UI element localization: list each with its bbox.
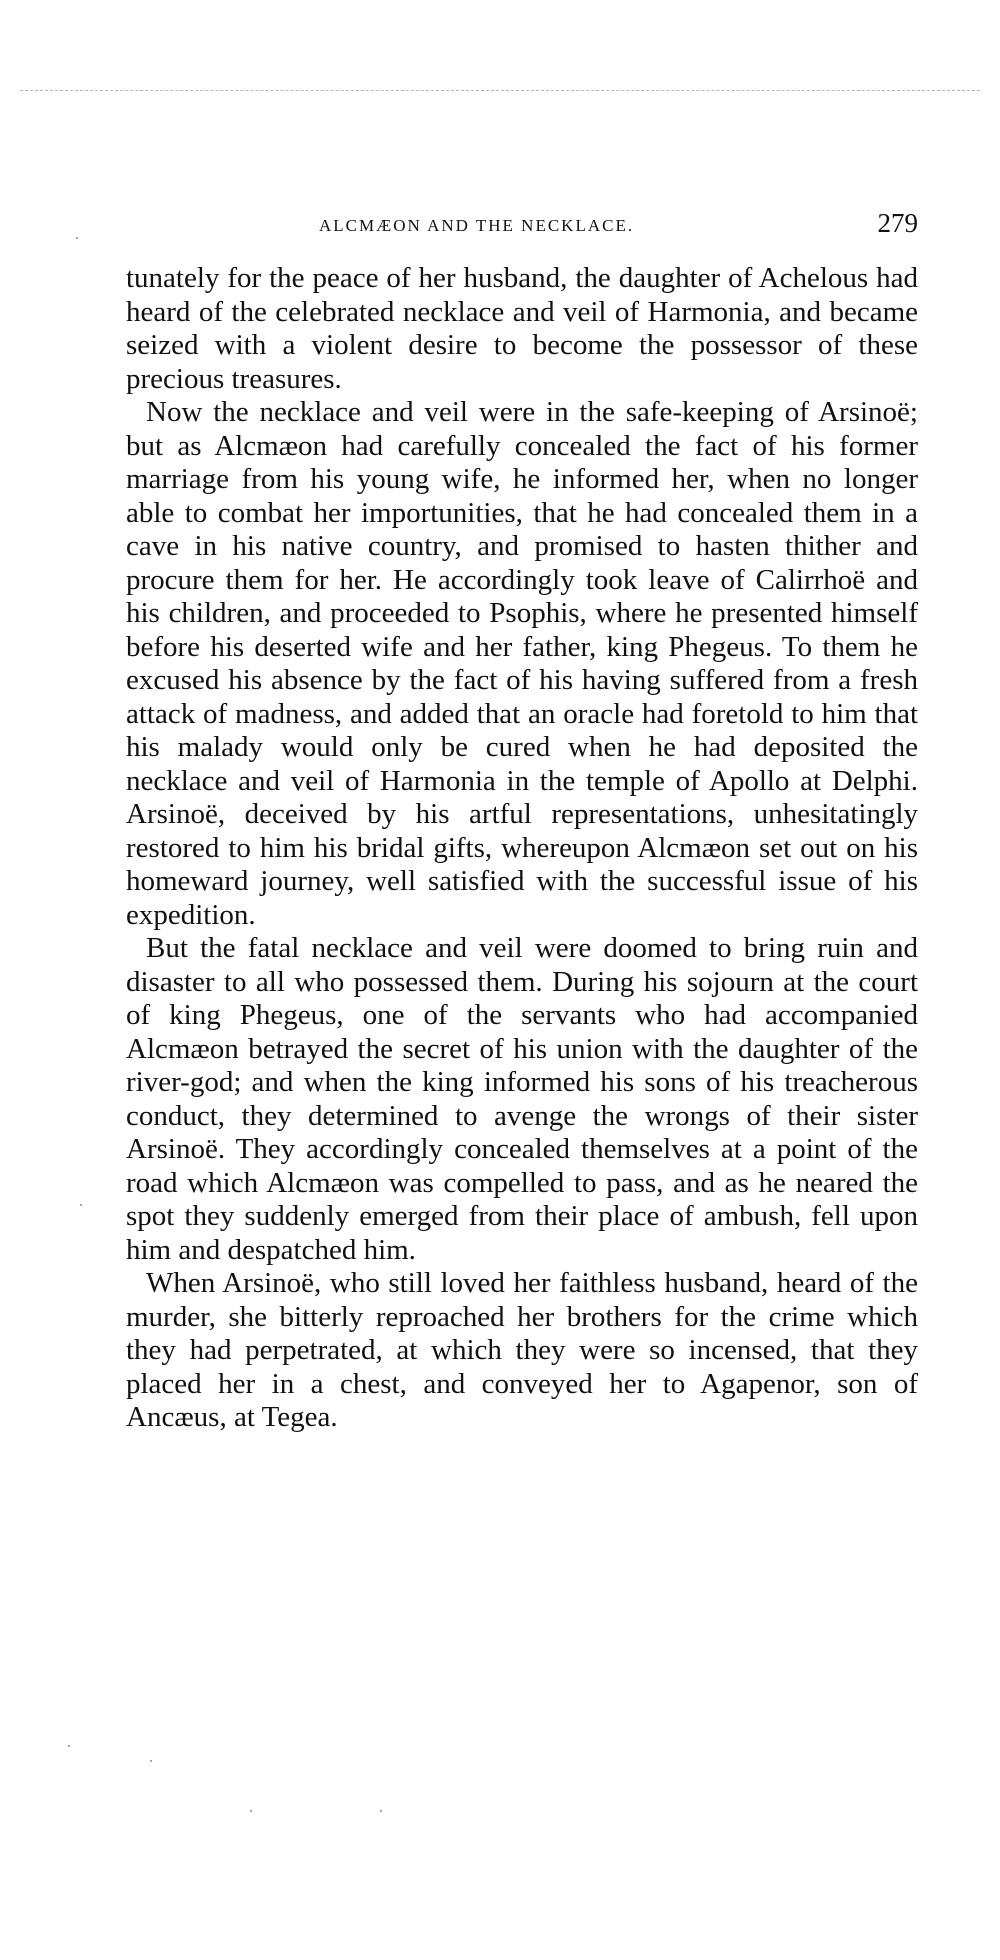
book-page xyxy=(126,206,918,1435)
scan-artifact-line xyxy=(20,90,980,91)
running-title: ALCMÆON AND THE NECKLACE. xyxy=(319,216,635,235)
scan-speck xyxy=(250,1810,252,1812)
scan-speck xyxy=(150,1760,152,1762)
paragraph-continued: tunately for the peace of her husband, the daughter of Achelous had heard of the celebrated necklace and veil of Harmonia, and became seized with a violent desire to become the possessor of these precious treasures. xyxy=(126,262,918,395)
running-head xyxy=(126,206,918,246)
paragraph-fatal-necklace: But the fatal necklace and veil were doomed to bring ruin and disaster to all who possessed them. During his sojourn at the court of king Phegeus, one of the servants who had accompanied Alcmæon betrayed the secret of his union with the daughter of the river-god; and when the king informed his sons of his treacherous conduct, they determined to avenge the wrongs of their sister Arsinoë. They accordingly concealed themselves at a point of the road which Alcmæon was compelled to pass, and as he neared the spot they suddenly emerged from their place of ambush, fell upon him and despatched him. xyxy=(126,932,918,1266)
scan-speck xyxy=(380,1810,382,1812)
scan-speck xyxy=(68,1745,70,1747)
scan-speck xyxy=(76,237,78,239)
page-number: 279 xyxy=(877,208,918,238)
paragraph-necklace: Now the necklace and veil were in the safe-keeping of Arsinoë; but as Alcmæon had carefully concealed the fact of his former marriage from his young wife, he informed her, when no longer able to combat her importunities, that he had concealed them in a cave in his native country, and promised to hasten thither and procure them for her. He accordingly took leave of Calirrhoë and his children, and proceeded to Psophis, where he presented himself before his deserted wife and her father, king Phegeus. To them he excused his absence by the fact of his having suffered from a fresh attack of madness, and added that an oracle had foretold to him that his malady would only be cured when he had deposited the necklace and veil of Harmonia in the temple of Apollo at Delphi. Arsinoë, deceived by his artful representations, unhesitatingly restored to him his bridal gifts, whereupon Alcmæon set out on his homeward journey, well satisfied with the successful issue of his expedition. xyxy=(126,396,918,931)
body-text xyxy=(126,262,918,1435)
scan-speck xyxy=(80,1204,82,1206)
paragraph-arsinoe: When Arsinoë, who still loved her faithless husband, heard of the murder, she bitterly reproached her brothers for the crime which they had perpetrated, at which they were so incensed, that they placed her in a chest, and conveyed her to Agapenor, son of Ancæus, at Tegea. xyxy=(126,1267,918,1433)
